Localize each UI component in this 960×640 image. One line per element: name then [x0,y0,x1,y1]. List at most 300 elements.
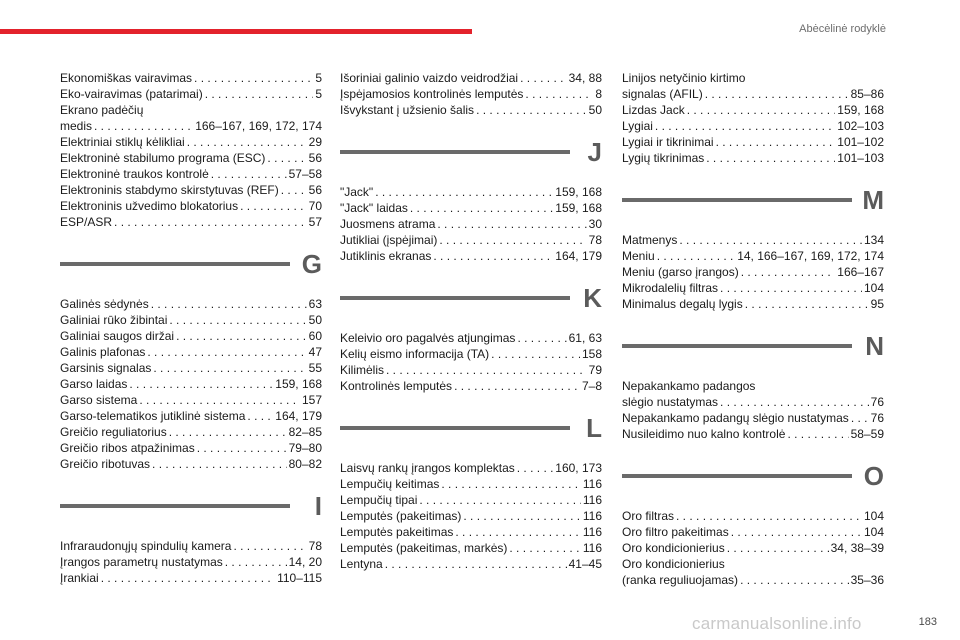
entry-line [622,102,884,118]
entry-page-ref[interactable]: 134 [863,233,884,247]
leader-dots [787,426,848,442]
index-entry [60,376,322,392]
entry-line [622,232,884,248]
leader-dots [716,134,836,150]
index-entry [340,86,602,102]
entry-line [60,102,322,118]
leader-dots [194,70,313,86]
entry-page-ref[interactable]: 116 [582,509,602,523]
entry-text: Nusileidimo nuo kalno kontrolė [622,427,786,441]
index-entry [340,524,602,540]
entry-text: Linijos netyčinio kirtimo [622,71,746,85]
leader-dots [657,248,736,264]
leader-dots [509,540,580,556]
index-entry [60,86,322,102]
leader-dots [205,86,314,102]
entry-text: Išoriniai galinio vaizdo veidrodžiai [340,71,519,85]
entry-line [340,378,602,394]
page-header-title: Abėcėlinė rodyklė [799,23,886,35]
index-entry [340,330,602,346]
entry-page-ref[interactable]: 35–36 [850,573,884,587]
divider-rule [340,426,570,430]
entry-page-ref[interactable]: 30 [588,217,602,231]
entry-page-ref[interactable]: 159, 168 [555,201,602,215]
leader-dots [454,378,580,394]
entry-page-ref[interactable]: 116 [582,493,602,507]
index-entry [60,440,322,456]
index-entry [340,70,602,86]
entry-text: Juosmens atrama [340,217,436,231]
entry-line [340,524,602,540]
entry-line [340,102,602,118]
entry-text: Nepakankamo padangos [622,379,756,393]
index-entry [340,102,602,118]
entry-page-ref[interactable]: 104 [863,525,884,539]
entry-page-ref[interactable]: 166–167, 169, 172, 174 [195,119,322,133]
divider-rule [60,504,290,508]
entry-text: Garso sistema [60,393,138,407]
index-entry [622,150,884,166]
entry-page-ref[interactable]: 159, 168 [837,103,884,117]
entry-text: Elektroninė traukos kontrolė [60,167,209,181]
leader-dots [520,70,567,86]
leader-dots [176,328,307,344]
entry-text: medis [60,119,93,133]
entry-text: Elektroninis stabdymo skirstytuvas (REF) [60,183,279,197]
leader-dots [152,456,287,472]
leader-dots [731,524,862,540]
entry-page-ref[interactable]: 7–8 [581,379,602,393]
index-entry [60,150,322,166]
entry-line [622,378,884,394]
entry-page-ref[interactable]: 79 [588,363,602,377]
leader-dots [375,184,553,200]
leader-dots [525,86,593,102]
entry-line [622,264,884,280]
leader-dots [101,570,275,586]
leader-dots [151,296,307,312]
divider-rule [622,344,852,348]
entry-text: Įrangos parametrų nustatymas [60,555,223,569]
entry-text: Įrankiai [60,571,99,585]
entry-page-ref[interactable]: 159, 168 [555,185,602,199]
entry-line [622,508,884,524]
entry-line [340,508,602,524]
leader-dots [410,200,553,216]
entry-line [622,118,884,134]
leader-dots [153,360,306,376]
entry-line [60,424,322,440]
index-entry [622,248,884,264]
entry-page-ref[interactable]: 56 [308,183,322,197]
entry-page-ref[interactable]: 8 [595,87,602,101]
entry-text: Lygiai ir tikrinimai [622,135,714,149]
entry-page-ref[interactable]: 34, 88 [568,71,602,85]
entry-page-ref[interactable]: 82–85 [288,425,322,439]
entry-line [622,410,884,426]
entry-line [60,118,322,134]
entry-page-ref[interactable]: 102–103 [837,119,884,133]
entry-line [60,182,322,198]
leader-dots [386,362,587,378]
index-entry [60,198,322,214]
entry-page-ref[interactable]: 110–115 [277,571,322,585]
entry-page-ref[interactable]: 85–86 [850,87,884,101]
leader-dots [655,118,835,134]
leader-dots [419,492,580,508]
index-entry [60,134,322,150]
index-entry [60,408,322,424]
entry-page-ref[interactable]: 101–102 [837,135,884,149]
entry-text: Kelių eismo informacija (TA) [340,347,490,361]
entry-line [340,184,602,200]
index-entry [60,392,322,408]
entry-page-ref[interactable]: 157 [301,393,322,407]
entry-text: Meniu [622,249,655,263]
entry-line [622,524,884,540]
entry-line [60,456,322,472]
leader-dots [455,524,580,540]
leader-dots [139,392,300,408]
entry-page-ref[interactable]: 104 [863,281,884,295]
entry-line [340,540,602,556]
entry-line [60,134,322,150]
leader-dots [94,118,193,134]
index-entry [60,214,322,230]
entry-line [340,330,602,346]
leader-dots [687,102,836,118]
entry-text: Minimalus degalų lygis [622,297,743,311]
entry-text: Kontrolinės lemputės [340,379,453,393]
entry-text: Lygiai [622,119,653,133]
watermark: carmanualsonline.info [692,614,862,633]
entry-text: (ranka reguliuojamas) [622,573,739,587]
divider-rule [340,296,570,300]
index-entry [60,328,322,344]
entry-text: Ekrano padėčių [60,103,144,117]
section-letter: I [314,490,322,521]
entry-line [622,248,884,264]
entry-text: "Jack" laidas [340,201,408,215]
entry-line [622,280,884,296]
entry-page-ref[interactable]: 78 [308,539,322,553]
entry-line [340,232,602,248]
leader-dots [720,280,862,296]
entry-page-ref[interactable]: 55 [308,361,322,375]
entry-page-ref[interactable]: 158 [581,347,602,361]
entry-page-ref[interactable]: 56 [308,151,322,165]
entry-text: Galiniai saugos diržai [60,329,175,343]
section-divider [622,456,884,496]
section-divider [60,486,322,526]
index-entry [60,360,322,376]
section-letter: M [862,184,884,215]
index-entry [622,70,884,102]
index-column-2 [340,70,602,572]
entry-line [60,344,322,360]
section-letter: L [586,412,602,443]
header-accent-bar [0,29,472,34]
index-entry [340,216,602,232]
index-entry [622,118,884,134]
entry-line [60,86,322,102]
entry-line [340,248,602,264]
entry-page-ref[interactable]: 166–167 [837,265,884,279]
entry-page-ref[interactable]: 47 [308,345,322,359]
index-entry [60,296,322,312]
entry-page-ref[interactable]: 79–80 [288,441,322,455]
index-entry [340,200,602,216]
index-entry [340,232,602,248]
entry-line [340,362,602,378]
entry-line [622,426,884,442]
divider-rule [60,262,290,266]
entry-line [60,312,322,328]
entry-line [622,556,884,572]
entry-text: Galinės sėdynės [60,297,149,311]
entry-page-ref[interactable]: 61, 63 [568,331,602,345]
entry-line [60,150,322,166]
entry-page-ref[interactable]: 14, 20 [288,555,322,569]
page-number: 183 [918,616,937,628]
entry-text: Matmenys [622,233,678,247]
entry-line [60,198,322,214]
section-divider [622,326,884,366]
section-letter: K [583,282,602,313]
entry-text: Ekonomiškas vairavimas [60,71,193,85]
entry-page-ref[interactable]: 70 [308,199,322,213]
divider-rule [622,198,852,202]
entry-text: Laisvų rankų įrangos komplektas [340,461,515,475]
section-divider [340,408,602,448]
leader-dots [745,296,869,312]
index-entry [622,102,884,118]
index-entry [340,540,602,556]
entry-page-ref[interactable]: 116 [582,525,602,539]
index-entry [622,264,884,280]
entry-line [340,200,602,216]
entry-line [60,296,322,312]
entry-text: Lemputės pakeitimas [340,525,454,539]
index-entry [60,102,322,134]
index-entry [622,540,884,556]
entry-text: Garso laidas [60,377,128,391]
entry-line [622,572,884,588]
entry-page-ref[interactable]: 57–58 [288,167,322,181]
leader-dots [197,440,287,456]
index-entry [60,570,322,586]
entry-text: Oro filtro pakeitimas [622,525,729,539]
index-entry [340,362,602,378]
section-letter: N [865,330,884,361]
entry-page-ref[interactable]: 58–59 [850,427,884,441]
entry-line [60,214,322,230]
index-entry [340,492,602,508]
index-entry [60,456,322,472]
divider-rule [340,150,570,154]
section-divider [60,244,322,284]
entry-page-ref[interactable]: 160, 173 [555,461,602,475]
entry-text: slėgio nustatymas [622,395,719,409]
leader-dots [169,424,287,440]
entry-text: Lygių tikrinimas [622,151,705,165]
entry-text: Oro kondicionierius [622,557,725,571]
index-entry [622,296,884,312]
entry-page-ref[interactable]: 78 [588,233,602,247]
section-letter: J [587,136,602,167]
entry-text: Greičio ribos atpažinimas [60,441,195,455]
entry-page-ref[interactable]: 104 [863,509,884,523]
leader-dots [517,330,566,346]
index-column-3 [622,70,884,588]
index-entry [60,554,322,570]
entry-page-ref[interactable]: 63 [308,297,322,311]
entry-text: Galinis plafonas [60,345,146,359]
leader-dots [385,556,567,572]
entry-page-ref[interactable]: 60 [308,329,322,343]
leader-dots [225,554,287,570]
entry-page-ref[interactable]: 50 [308,313,322,327]
leader-dots [211,166,287,182]
leader-dots [247,408,273,424]
entry-page-ref[interactable]: 50 [588,103,602,117]
entry-text: Garso-telematikos jutiklinė sistema [60,409,246,423]
entry-text: Kilimėlis [340,363,385,377]
entry-text: Oro filtras [622,509,675,523]
entry-line [340,492,602,508]
entry-page-ref[interactable]: 164, 179 [555,249,602,263]
index-entry [340,346,602,362]
index-entry [622,524,884,540]
index-entry [60,344,322,360]
entry-page-ref[interactable]: 164, 179 [275,409,322,423]
entry-line [340,86,602,102]
entry-page-ref[interactable]: 5 [315,87,322,101]
entry-text: signalas (AFIL) [622,87,703,101]
index-entry [60,182,322,198]
leader-dots [720,394,869,410]
entry-page-ref[interactable]: 41–45 [568,557,602,571]
index-entry [340,378,602,394]
index-entry [60,166,322,182]
entry-text: Garsinis signalas [60,361,152,375]
entry-text: Keleivio oro pagalvės atjungimas [340,331,516,345]
entry-text: Elektroninis užvedimo blokatorius [60,199,239,213]
entry-line [622,540,884,556]
leader-dots [169,312,306,328]
index-entry [622,378,884,410]
entry-page-ref[interactable]: 5 [315,71,322,85]
index-column-1 [60,70,322,586]
entry-text: Jutiklinis ekranas [340,249,432,263]
leader-dots [706,150,835,166]
entry-line [622,296,884,312]
entry-page-ref[interactable]: 116 [582,541,602,555]
entry-text: Elektriniai stiklų kėlikliai [60,135,185,149]
leader-dots [129,376,273,392]
entry-line [340,70,602,86]
entry-page-ref[interactable]: 159, 168 [275,377,322,391]
entry-text: Lempučių keitimas [340,477,440,491]
entry-line [60,538,322,554]
leader-dots [187,134,307,150]
entry-text: Elektroninė stabilumo programa (ESC) [60,151,266,165]
entry-text: Greičio reguliatorius [60,425,167,439]
entry-line [60,554,322,570]
index-entry [340,184,602,200]
index-entry [60,424,322,440]
entry-page-ref[interactable]: 95 [870,297,884,311]
entry-text: Lemputės (pakeitimas) [340,509,462,523]
entry-text: "Jack" [340,185,374,199]
entry-text: Infraraudonųjų spindulių kamera [60,539,232,553]
leader-dots [727,540,829,556]
leader-dots [147,344,306,360]
index-entry [60,538,322,554]
index-entry [340,248,602,264]
entry-page-ref[interactable]: 76 [870,411,884,425]
index-entry [622,508,884,524]
index-entry [60,70,322,86]
leader-dots [741,264,836,280]
entry-text: Galiniai rūko žibintai [60,313,168,327]
entry-text: Išvykstant į užsienio šalis [340,103,475,117]
entry-text: ESP/ASR [60,215,113,229]
entry-page-ref[interactable]: 101–103 [837,151,884,165]
leader-dots [437,216,586,232]
entry-line [60,392,322,408]
index-entry [622,426,884,442]
leader-dots [267,150,306,166]
entry-line [60,166,322,182]
entry-text: Įspėjamosios kontrolinės lemputės [340,87,524,101]
entry-line [622,70,884,86]
leader-dots [679,232,862,248]
entry-text: Meniu (garso įrangos) [622,265,739,279]
entry-text: Oro kondicionierius [622,541,725,555]
entry-line [622,86,884,102]
entry-line [622,150,884,166]
entry-page-ref[interactable]: 76 [870,395,884,409]
entry-line [340,476,602,492]
entry-page-ref[interactable]: 14, 166–167, 169, 172, 174 [737,249,884,263]
entry-text: Mikrodalelių filtras [622,281,719,295]
entry-page-ref[interactable]: 34, 38–39 [830,541,884,555]
entry-line [60,360,322,376]
entry-text: Greičio ribotuvas [60,457,151,471]
entry-line [622,394,884,410]
entry-page-ref[interactable]: 116 [582,477,602,491]
section-divider [340,132,602,172]
entry-page-ref[interactable]: 29 [308,135,322,149]
entry-text: Lizdas Jack [622,103,685,117]
index-entry [622,134,884,150]
index-entry [622,556,884,588]
leader-dots [233,538,306,554]
leader-dots [740,572,849,588]
entry-text: Nepakankamo padangų slėgio nustatymas [622,411,849,425]
index-entry [60,312,322,328]
index-entry [340,476,602,492]
entry-line [60,440,322,456]
leader-dots [517,460,554,476]
index-entry [622,280,884,296]
leader-dots [240,198,307,214]
leader-dots [439,232,586,248]
entry-page-ref[interactable]: 80–82 [288,457,322,471]
leader-dots [114,214,307,230]
entry-page-ref[interactable]: 57 [308,215,322,229]
